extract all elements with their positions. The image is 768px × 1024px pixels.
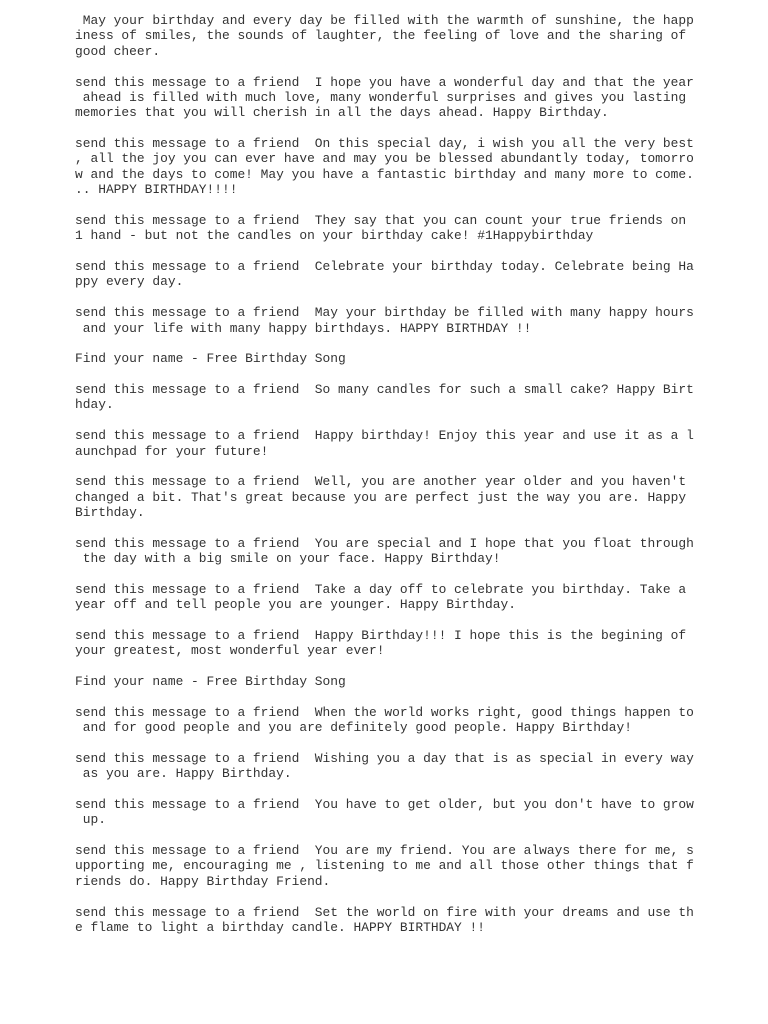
message-line: May your birthday and every day be filled with the warmth of sunshine, the happ [75,13,694,28]
message-paragraph [75,750,694,782]
message-line: send this message to a friend Take a day off to celebrate you birthday. Take a [75,581,687,597]
message-line: send this message to a friend You are my friend. You are always there for me, s [75,843,694,859]
message-line: send this message to a friend Happy Birthday!!! I hope this is the begining of [75,627,687,643]
message-paragraph [75,581,687,613]
message-paragraph [75,13,694,59]
message-line: 1 hand - but not the candles on your birthday cake! #1Happybirthday [75,228,594,244]
message-paragraph [75,535,694,567]
message-line: Find your name - Free Birthday Song [75,674,346,690]
message-list [75,13,694,951]
message-line: up. [75,812,106,828]
message-paragraph [75,674,675,689]
message-paragraph [75,843,694,889]
message-line: riends do. Happy Birthday Friend. [75,873,331,889]
message-line: send this message to a friend Set the world on fire with your dreams and use th [75,904,694,920]
message-paragraph [75,904,694,936]
message-line: your greatest, most wonderful year ever! [75,643,385,659]
message-line: send this message to a friend You are special and I hope that you float through [75,535,694,551]
message-line: memories that you will cherish in all the days ahead. Happy Birthday. [75,105,609,121]
message-line: send this message to a friend I hope you have a wonderful day and that the year [75,74,694,90]
message-line: send this message to a friend Celebrate your birthday today. Celebrate being Ha [75,259,694,275]
message-line: send this message to a friend When the world works right, good things happen to [75,704,694,720]
message-line: w and the days to come! May you have a fantastic birthday and many more to come. [75,166,694,182]
message-line: the day with a big smile on your face. Happy Birthday! [75,551,501,567]
message-line: send this message to a friend So many candles for such a small cake? Happy Birt [75,381,694,397]
message-paragraph [75,474,687,521]
message-line: aunchpad for your future! [75,443,269,459]
message-paragraph [75,381,694,413]
message-line: and your life with many happy birthdays. HAPPY BIRTHDAY !! [75,320,532,336]
message-line: good cheer. [75,43,161,59]
message-paragraph [75,305,694,336]
message-paragraph [75,627,687,659]
message-line: send this message to a friend You have to get older, but you don't have to grow [75,796,694,812]
message-line: send this message to a friend They say that you can count your true friends on [75,212,687,228]
message-paragraph [75,212,687,244]
message-line: send this message to a friend Happy birthday! Enjoy this year and use it as a l [75,428,694,444]
message-line: .. HAPPY BIRTHDAY!!!! [75,182,238,198]
message-line: send this message to a friend Wishing you a day that is as special in every way [75,750,694,766]
message-line: , all the joy you can ever have and may you be blessed abundantly today, tomorro [75,151,694,167]
message-line: Find your name - Free Birthday Song [75,351,346,367]
message-line: as you are. Happy Birthday. [75,766,292,782]
message-line: e flame to light a birthday candle. HAPPY BIRTHDAY !! [75,920,485,935]
message-paragraph [75,259,694,290]
message-line: Birthday. [75,505,145,521]
message-line: send this message to a friend Well, you are another year older and you haven't [75,474,687,490]
message-paragraph [75,796,694,828]
message-paragraph [75,428,694,459]
message-line: send this message to a friend On this special day, i wish you all the very best [75,136,694,152]
message-line: year off and tell people you are younger. Happy Birthday. [75,597,516,613]
message-paragraph [75,351,675,366]
message-line: ahead is filled with much love, many wonderful surprises and gives you lasting [75,89,687,105]
message-line: upporting me, encouraging me , listening to me and all those other things that f [75,858,694,874]
message-paragraph [75,74,694,121]
message-paragraph [75,136,694,198]
message-line: iness of smiles, the sounds of laughter, the feeling of love and the sharing of [75,28,687,44]
message-line: hday. [75,397,114,413]
message-line: ppy every day. [75,274,184,290]
message-line: changed a bit. That's great because you are perfect just the way you are. Happy [75,489,687,505]
message-line: and for good people and you are definitely good people. Happy Birthday! [75,720,632,736]
message-line: send this message to a friend May your birthday be filled with many happy hours [75,305,694,321]
message-paragraph [75,704,694,736]
